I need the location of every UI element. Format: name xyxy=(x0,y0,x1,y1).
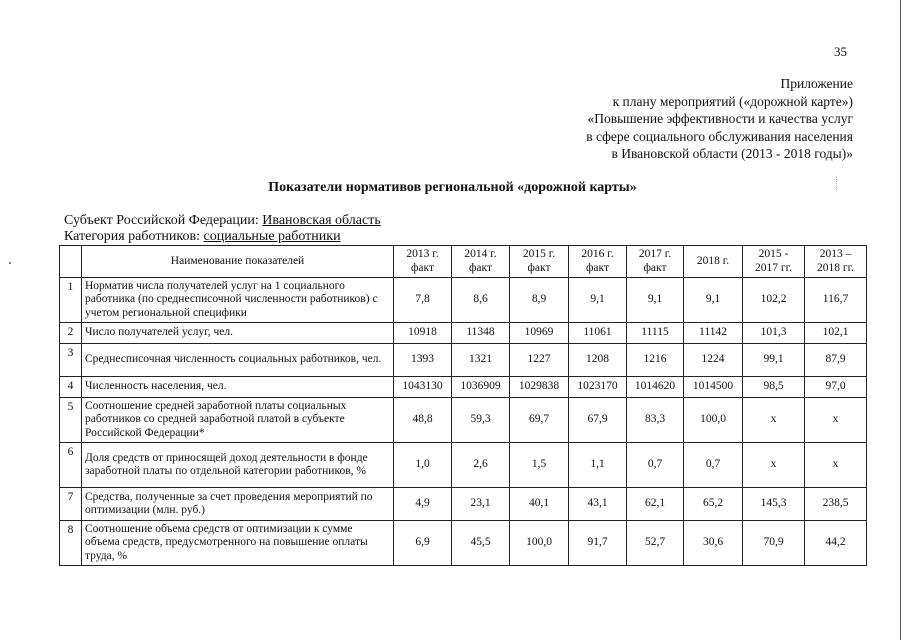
appendix-line: в Ивановской области (2013 - 2018 годы)» xyxy=(611,146,853,161)
cell-2013-2018: 102,1 xyxy=(805,323,867,344)
cell-2013: 7,8 xyxy=(394,278,452,323)
cell-2014: 11348 xyxy=(452,323,510,344)
cell-2015: 1029838 xyxy=(510,377,569,398)
cell-2014: 45,5 xyxy=(452,521,510,566)
row-number: 8 xyxy=(60,521,82,566)
header-cell-2013: 2013 г. факт xyxy=(394,246,452,278)
header-cell-2018: 2018 г. xyxy=(684,246,743,278)
row-name: Доля средств от приносящей доход деятельности в фонде заработной платы по отдельной категории работников, % xyxy=(82,443,394,488)
cell-2018: 0,7 xyxy=(684,443,743,488)
cell-2018: 9,1 xyxy=(684,278,743,323)
cell-2013: 4,9 xyxy=(394,488,452,521)
row-number: 4 xyxy=(60,377,82,398)
cell-2017: 62,1 xyxy=(627,488,684,521)
cell-2018: 11142 xyxy=(684,323,743,344)
cell-2013-2018: х xyxy=(805,398,867,443)
subject-value: Ивановская область xyxy=(262,213,381,228)
cell-2016: 67,9 xyxy=(569,398,627,443)
cell-2015: 69,7 xyxy=(510,398,569,443)
table-row xyxy=(60,278,867,323)
header-cell-2015-2017: 2015 - 2017 гг. xyxy=(743,246,805,278)
row-name: Соотношение объема средств от оптимизации к сумме объема средств, предусмотренного на повышение оплаты труда, % xyxy=(82,521,394,566)
cell-2015-2017: 98,5 xyxy=(743,377,805,398)
cell-2016: 1023170 xyxy=(569,377,627,398)
cell-2014: 1036909 xyxy=(452,377,510,398)
cell-2015: 40,1 xyxy=(510,488,569,521)
table-row xyxy=(60,443,867,488)
cell-2017: 11115 xyxy=(627,323,684,344)
cell-2018: 30,6 xyxy=(684,521,743,566)
appendix-line: Приложение xyxy=(780,76,853,91)
table-row xyxy=(60,488,867,521)
table-row xyxy=(60,377,867,398)
row-name: Соотношение средней заработной платы социальных работников со средней заработной платой в субъекте Российской Федерации* xyxy=(82,398,394,443)
header-cell-2017: 2017 г. факт xyxy=(627,246,684,278)
appendix-line: к плану мероприятий («дорожной карте») xyxy=(612,93,853,109)
cell-2016: 1,1 xyxy=(569,443,627,488)
cell-2016: 91,7 xyxy=(569,521,627,566)
cell-2014: 2,6 xyxy=(452,443,510,488)
appendix-line: «Повышение эффективности и качества услуг xyxy=(587,111,853,126)
cell-2017: 1216 xyxy=(627,344,684,377)
cell-2018: 65,2 xyxy=(684,488,743,521)
cell-2013-2018: х xyxy=(805,443,867,488)
cell-2015-2017: х xyxy=(743,398,805,443)
table-row xyxy=(60,344,867,377)
cell-2013: 1393 xyxy=(394,344,452,377)
cell-2017: 1014620 xyxy=(627,377,684,398)
cell-2016: 1208 xyxy=(569,344,627,377)
row-number: 6 xyxy=(60,443,82,488)
category-value: социальные работники xyxy=(203,229,341,244)
header-cell-2013-2018: 2013 – 2018 гг. xyxy=(805,246,867,278)
cell-2017: 0,7 xyxy=(627,443,684,488)
cell-2013: 10918 xyxy=(394,323,452,344)
document-title: Показатели нормативов региональной «дорожной карты» xyxy=(268,180,637,195)
cell-2013: 48,8 xyxy=(394,398,452,443)
cell-2015-2017: 70,9 xyxy=(743,521,805,566)
page-edge-line xyxy=(900,0,901,640)
scan-artifact xyxy=(9,262,11,264)
cell-2018: 1014500 xyxy=(684,377,743,398)
cell-2017: 9,1 xyxy=(627,278,684,323)
category-line xyxy=(64,229,341,245)
cell-2015-2017: 102,2 xyxy=(743,278,805,323)
cell-2013: 1,0 xyxy=(394,443,452,488)
appendix-header xyxy=(433,75,853,163)
cell-2014: 1321 xyxy=(452,344,510,377)
row-name: Среднесписочная численность социальных работников, чел. xyxy=(82,344,394,377)
row-number: 2 xyxy=(60,323,82,344)
cell-2014: 59,3 xyxy=(452,398,510,443)
table-header-row xyxy=(60,246,867,278)
cell-2013-2018: 238,5 xyxy=(805,488,867,521)
cell-2015: 1,5 xyxy=(510,443,569,488)
cell-2014: 8,6 xyxy=(452,278,510,323)
cell-2015: 1227 xyxy=(510,344,569,377)
header-cell-num xyxy=(60,246,82,278)
cell-2013-2018: 116,7 xyxy=(805,278,867,323)
cell-2015-2017: 99,1 xyxy=(743,344,805,377)
table-row xyxy=(60,521,867,566)
cell-2013-2018: 97,0 xyxy=(805,377,867,398)
cell-2016: 43,1 xyxy=(569,488,627,521)
page-number: 35 xyxy=(834,44,847,59)
cell-2018: 100,0 xyxy=(684,398,743,443)
row-number: 3 xyxy=(60,344,82,377)
cell-2015-2017: х xyxy=(743,443,805,488)
row-number: 1 xyxy=(60,278,82,323)
row-name: Число получателей услуг, чел. xyxy=(82,323,394,344)
table-row xyxy=(60,323,867,344)
row-number: 7 xyxy=(60,488,82,521)
table-row xyxy=(60,398,867,443)
cell-2018: 1224 xyxy=(684,344,743,377)
appendix-line: в сфере социального обслуживания населения xyxy=(586,128,853,144)
cell-2013-2018: 44,2 xyxy=(805,521,867,566)
cell-2015: 100,0 xyxy=(510,521,569,566)
row-name: Норматив числа получателей услуг на 1 социального работника (по среднесписочной численности работников) с учетом региональной специфики xyxy=(82,278,394,323)
cell-2016: 9,1 xyxy=(569,278,627,323)
cell-2017: 52,7 xyxy=(627,521,684,566)
cell-2013: 1043130 xyxy=(394,377,452,398)
header-cell-2015: 2015 г. факт xyxy=(510,246,569,278)
cell-2015: 8,9 xyxy=(510,278,569,323)
header-cell-name: Наименование показателей xyxy=(82,246,394,278)
cell-2015: 10969 xyxy=(510,323,569,344)
row-name: Средства, полученные за счет проведения мероприятий по оптимизации (млн. руб.) xyxy=(82,488,394,521)
row-number: 5 xyxy=(60,398,82,443)
cell-2015-2017: 101,3 xyxy=(743,323,805,344)
cell-2017: 83,3 xyxy=(627,398,684,443)
category-label: Категория работников: xyxy=(64,229,204,244)
indicators-table xyxy=(59,245,867,566)
cell-2014: 23,1 xyxy=(452,488,510,521)
cell-2013: 6,9 xyxy=(394,521,452,566)
subject-line xyxy=(64,213,381,229)
row-name: Численность населения, чел. xyxy=(82,377,394,398)
header-cell-2014: 2014 г. факт xyxy=(452,246,510,278)
subject-label: Субъект Российской Федерации: xyxy=(64,213,263,228)
cell-2015-2017: 145,3 xyxy=(743,488,805,521)
cell-2016: 11061 xyxy=(569,323,627,344)
header-cell-2016: 2016 г. факт xyxy=(569,246,627,278)
cell-2013-2018: 87,9 xyxy=(805,344,867,377)
